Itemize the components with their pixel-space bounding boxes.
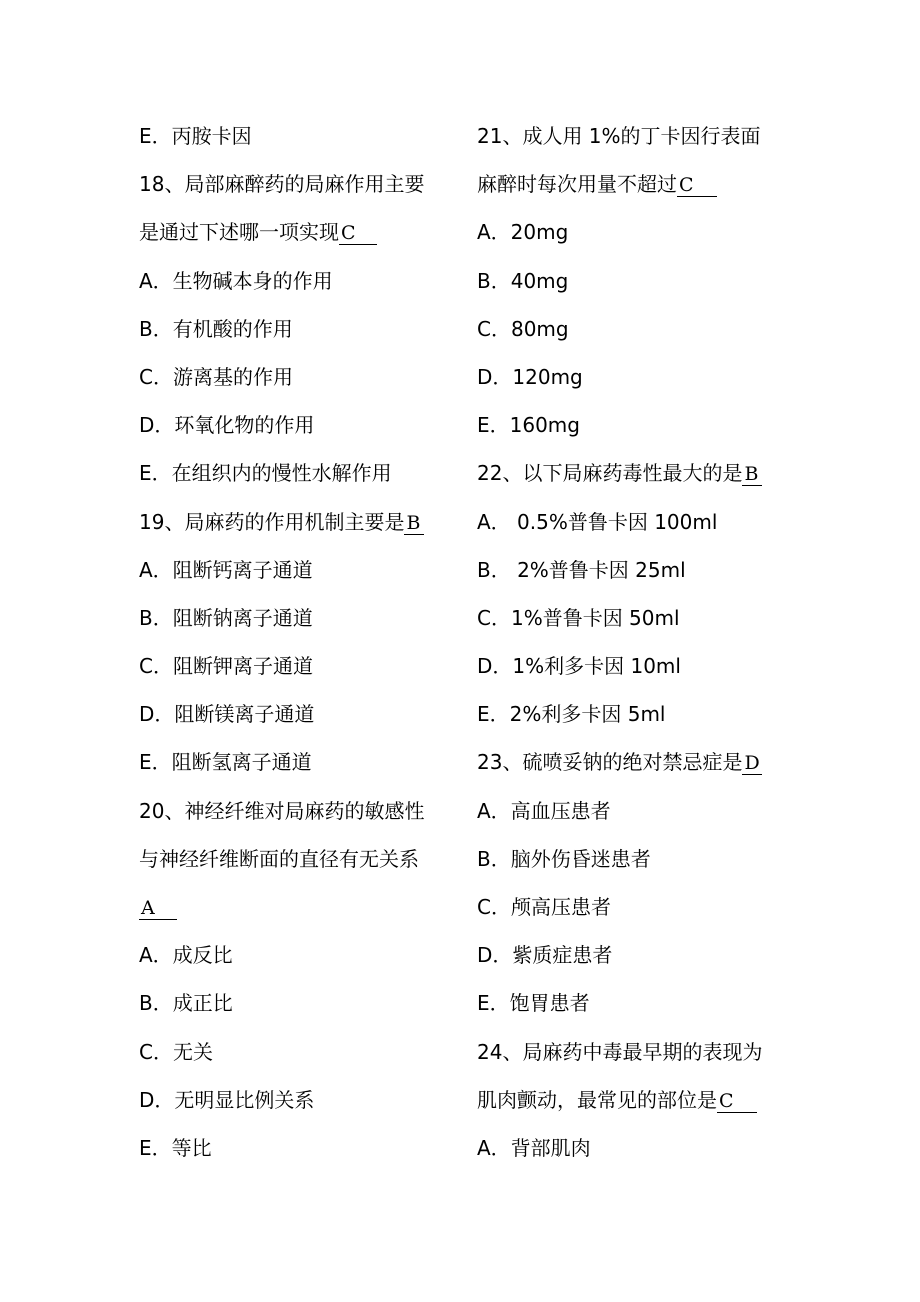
- question-22: [477, 449, 807, 497]
- option-e-q21: E．160mg: [477, 413, 580, 438]
- right-column: [477, 112, 807, 1172]
- option-e-q17: E．丙胺卡因: [139, 124, 252, 148]
- option-e-q20: E．等比: [139, 1135, 212, 1160]
- option-c-q22: C．1%普鲁卡因 50ml: [477, 605, 680, 630]
- answer-23: D: [742, 752, 762, 775]
- answer-20: A: [139, 897, 177, 920]
- question-24: 24、局麻药中毒最早期的表现为: [477, 1039, 763, 1064]
- option-c-q18: C．游离基的作用: [139, 364, 293, 389]
- question-20: 20、神经纤维对局麻药的敏感性: [139, 798, 425, 823]
- option-e-q23: E．饱胃患者: [477, 991, 590, 1016]
- answer-21: C: [677, 174, 717, 197]
- question-21-cont: [477, 160, 807, 208]
- question-20-answer-line: [139, 883, 459, 931]
- option-c-q19: C．阻断钾离子通道: [139, 654, 313, 679]
- option-d-q18: D．环氧化物的作用: [139, 413, 315, 438]
- question-19-text: 19、局麻药的作用机制主要是: [139, 509, 405, 534]
- option-b-q23: B．脑外伤昏迷患者: [477, 846, 651, 871]
- question-22-text: 22、以下局麻药毒性最大的是: [477, 461, 743, 486]
- question-20-cont: 与神经纤维断面的直径有无关系: [139, 846, 419, 871]
- question-23: [477, 738, 807, 786]
- option-d-q21: D．120mg: [477, 364, 583, 389]
- option-d-q23: D．紫质症患者: [477, 943, 613, 968]
- option-b-q22: B． 2%普鲁卡因 25ml: [477, 557, 686, 582]
- option-e-q18: E．在组织内的慢性水解作用: [139, 461, 392, 486]
- answer-18: C: [339, 222, 377, 245]
- question-21: 21、成人用 1%的丁卡因行表面: [477, 124, 761, 148]
- option-e-q19: E．阻断氢离子通道: [139, 750, 312, 775]
- question-24-cont: [477, 1076, 807, 1124]
- question-23-text: 23、硫喷妥钠的绝对禁忌症是: [477, 750, 743, 775]
- option-a-q20: A．成反比: [139, 943, 233, 968]
- option-a-q18: A．生物碱本身的作用: [139, 268, 333, 293]
- option-a-q22: A． 0.5%普鲁卡因 100ml: [477, 509, 718, 534]
- question-24-text: 肌肉颤动，最常见的部位是: [477, 1087, 717, 1112]
- option-b-q19: B．阻断钠离子通道: [139, 605, 313, 630]
- question-21-text: 麻醉时每次用量不超过: [477, 172, 677, 197]
- question-18-text: 是通过下述哪一项实现: [139, 220, 339, 245]
- option-a-q21: A．20mg: [477, 220, 569, 245]
- option-b-q20: B．成正比: [139, 991, 233, 1016]
- option-a-q23: A．高血压患者: [477, 798, 611, 823]
- question-18-cont: [139, 208, 459, 256]
- option-a-q19: A．阻断钙离子通道: [139, 557, 313, 582]
- answer-22: B: [742, 463, 762, 486]
- option-c-q20: C．无关: [139, 1039, 213, 1064]
- option-b-q18: B．有机酸的作用: [139, 316, 293, 341]
- option-e-q22: E．2%利多卡因 5ml: [477, 702, 666, 727]
- option-b-q21: B．40mg: [477, 268, 569, 293]
- option-d-q19: D．阻断镁离子通道: [139, 702, 315, 727]
- option-c-q23: C．颅高压患者: [477, 895, 611, 919]
- option-d-q22: D．1%利多卡因 10ml: [477, 654, 681, 679]
- option-d-q20: D．无明显比例关系: [139, 1087, 315, 1112]
- answer-24: C: [717, 1090, 757, 1113]
- left-column: [139, 112, 459, 1172]
- question-18: 18、局部麻醉药的局麻作用主要: [139, 172, 425, 197]
- option-c-q21: C．80mg: [477, 316, 569, 341]
- question-19: [139, 498, 459, 546]
- answer-19: B: [404, 512, 424, 535]
- option-a-q24: A．背部肌肉: [477, 1135, 591, 1160]
